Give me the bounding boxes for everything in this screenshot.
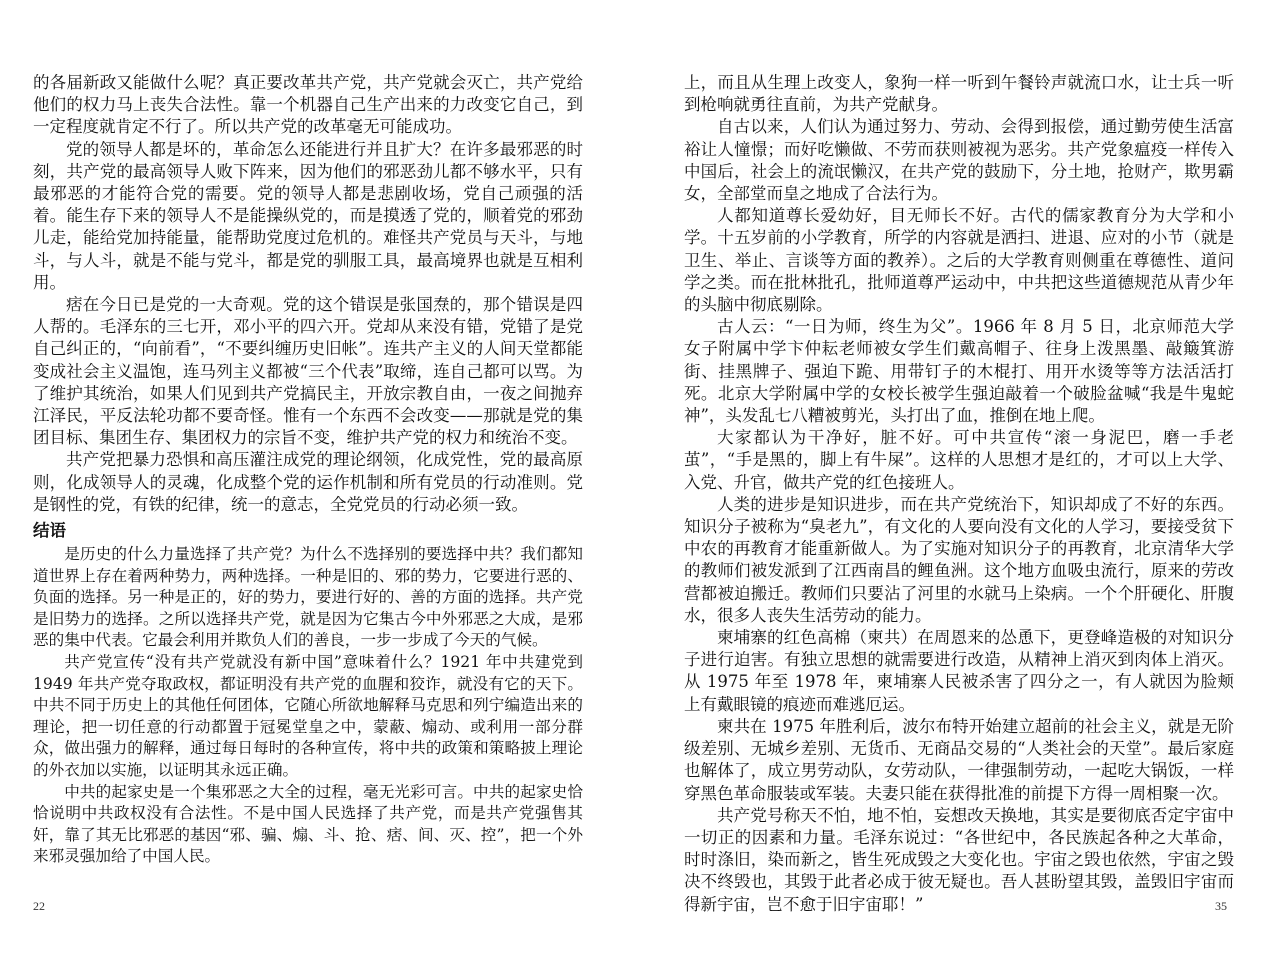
- paragraph: 痞在今日已是党的一大奇观。党的这个错误是张国焘的，那个错误是四人帮的。毛泽东的三七开，邓小平的四六开。党却从来没有错，党错了是党自己纠正的，“向前看”，“不要纠缠历史旧帐”。连共产主义的人间天堂都能变成社会主义温饱，连马列主义都被“三个代表”取缔，连自己都可以骂。为了维护其统治，如果人们见到共产党搞民主，开放宗教自由，一夜之间抛弃江泽民，平反法轮功都不要奇怪。惟有一个东西不会改变——那就是党的集团目标、集团生存、集团权力的宗旨不变，维护共产党的权力和统治不变。: [33, 295, 583, 448]
- paragraph: 是历史的什么力量选择了共产党？为什么不选择别的要选择中共？我们都知道世界上存在着两种势力，两种选择。一种是旧的、邪的势力，它要进行恶的、负面的选择。另一种是正的，好的势力，要进行好的、善的方面的选择。共产党是旧势力的选择。之所以选择共产党，就是因为它集古今中外邪恶之大成，是邪恶的集中代表。它最会利用并欺负人们的善良，一步一步成了今天的气候。: [33, 545, 583, 650]
- paragraph: 共产党号称天不怕，地不怕，妄想改天换地，其实是要彻底否定宇宙中一切正的因素和力量。毛泽东说过：“各世纪中，各民族起各种之大革命，时时涤旧，染而新之，皆生死成毁之大变化也。宇宙之毁也依然，宇宙之毁决不终毁也，其毁于此者必成于彼无疑也。吾人甚盼望其毁，盖毁旧宇宙而得新宇宙，岂不愈于旧宇宙耶！”: [684, 805, 1234, 914]
- paragraph: 上，而且从生理上改变人，象狗一样一听到午餐铃声就流口水，让士兵一听到枪响就勇往直前，为共产党献身。: [684, 73, 1234, 115]
- paragraph: 人类的进步是知识进步，而在共产党统治下，知识却成了不好的东西。知识分子被称为“臭老九”，有文化的人要向没有文化的人学习，要接受贫下中农的再教育才能重新做人。为了实施对知识分子的再教育，北京清华大学的教师们被发派到了江西南昌的鲤鱼洲。这个地方血吸虫流行，原来的劳改营都被迫搬迁。教师们只要沾了河里的水就马上染病。一个个肝硬化、肝腹水，很多人丧失生活劳动的能力。: [684, 494, 1234, 625]
- paragraph: 自古以来，人们认为通过努力、劳动、会得到报偿，通过勤劳使生活富裕让人憧憬；而好吃懒做、不劳而获则被视为恶劣。共产党象瘟疫一样传入中国后，社会上的流氓懒汉，在共产党的鼓励下，分土地，抢财产，欺男霸女，全部堂而皇之地成了合法行为。: [684, 117, 1234, 204]
- page-number: 22: [33, 899, 45, 913]
- paragraph: 共产党宣传“没有共产党就没有新中国”意味着什么？1921 年中共建党到 1949 年共产党夺取政权，都证明没有共产党的血腥和狡诈，就没有它的天下。中共不同于历史上的其他任何团体，它随心所欲地解释马克思和列宁编造出来的理论，把一切任意的行动都置于冠冕堂皇之中，蒙蔽、煽动、或利用一部分群众，做出强力的解释，通过每日每时的各种宣传，将中共的政策和策略披上理论的外衣加以实施，以证明其永远正确。: [33, 653, 583, 779]
- paragraph: 共产党把暴力恐惧和高压灌注成党的理论纲领，化成党性，党的最高原则，化成领导人的灵魂，化成整个党的运作机制和所有党员的行动准则。党是钢性的党，有铁的纪律，统一的意志，全党党员的行动必须一致。: [33, 450, 583, 514]
- paragraph: 人都知道尊长爱幼好，目无师长不好。古代的儒家教育分为大学和小学。十五岁前的小学教育，所学的内容就是洒扫、进退、应对的小节（就是卫生、举止、言谈等方面的教养）。之后的大学教育则侧重在尊德性、道问学之类。而在批林批孔，批师道尊严运动中，中共把这些道德规范从青少年的头脑中彻底剔除。: [684, 206, 1234, 315]
- paragraph: 柬共在 1975 年胜利后，波尔布特开始建立超前的社会主义，就是无阶级差别、无城乡差别、无货币、无商品交易的“人类社会的天堂”。最后家庭也解体了，成立男劳动队，女劳动队，一律强制劳动，一起吃大锅饭，一样穿黑色革命服装或军装。夫妻只能在获得批准的前提下方得一周相聚一次。: [684, 716, 1234, 803]
- right-page: [633, 0, 1265, 978]
- page-number: 35: [1215, 899, 1227, 913]
- left-text-column: [33, 72, 583, 868]
- right-text-column: [684, 72, 1234, 916]
- left-page: [0, 0, 632, 978]
- section-heading: 结语: [33, 521, 66, 541]
- paragraph: 大家都认为干净好，脏不好。可中共宣传“滚一身泥巴，磨一手老茧”，“手是黑的，脚上有牛屎”。这样的人思想才是红的，才可以上大学、入党、升官，做共产党的红色接班人。: [684, 428, 1234, 492]
- paragraph: 古人云：“一日为师，终生为父”。1966 年 8 月 5 日，北京师范大学女子附属中学卞仲耘老师被女学生们戴高帽子、往身上泼黑墨、敲簸箕游街、挂黑牌子、强迫下跪、用带钉子的木棍打、用开水烫等等方法活活打死。北京大学附属中学的女校长被学生强迫敲着一个破脸盆喊“我是牛鬼蛇神”，头发乱七八糟被剪光，头打出了血，推倒在地上爬。: [684, 317, 1234, 426]
- paragraph: 党的领导人都是坏的，革命怎么还能进行并且扩大？在许多最邪恶的时刻，共产党的最高领导人败下阵来，因为他们的邪恶劲儿都不够水平，只有最邪恶的才能符合党的需要。党的领导人都是悲剧收场，党自己顽强的活着。能生存下来的领导人不是能操纵党的，而是摸透了党的，顺着党的邪劲儿走，能给党加持能量，能帮助党度过危机的。难怪共产党员与天斗，与地斗，与人斗，就是不能与党斗，都是党的驯服工具，最高境界也就是互相利用。: [33, 139, 583, 292]
- paragraph: 的各届新政又能做什么呢？真正要改革共产党，共产党就会灭亡，共产党给他们的权力马上丧失合法性。靠一个机器自己生产出来的力改变它自己，到一定程度就肯定不行了。所以共产党的改革毫无可能成功。: [33, 73, 583, 137]
- paragraph: 柬埔寨的红色高棉（柬共）在周恩来的怂恿下，更登峰造极的对知识分子进行迫害。有独立思想的就需要进行改造，从精神上消灭到肉体上消灭。从 1975 年至 1978 年，柬埔寨人民被杀害了四分之一，有人就因为脸颊上有戴眼镜的痕迹而难逃厄运。: [684, 628, 1234, 714]
- paragraph: 中共的起家史是一个集邪恶之大全的过程，毫无光彩可言。中共的起家史恰恰说明中共政权没有合法性。不是中国人民选择了共产党，而是共产党强售其奸，靠了其无比邪恶的基因“邪、骗、煽、斗、抢、痞、间、灭、控”，把一个外来邪灵强加给了中国人民。: [33, 782, 583, 866]
